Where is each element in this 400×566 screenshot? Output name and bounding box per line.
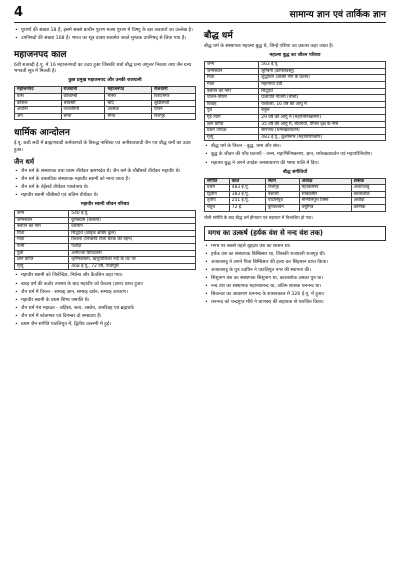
buddha-table: [204, 61, 386, 141]
table-row: [15, 244, 196, 251]
table-header-cell: काल: [229, 178, 265, 185]
table-cell: 468 ई.पू., 72 वर्ष, पावापुरी: [69, 263, 196, 270]
council-table: [204, 178, 386, 212]
table-cell: अवन्ति: [15, 107, 62, 114]
table-row: [15, 211, 196, 218]
table-cell: जृम्भिकग्राम, ऋजुपालिका नदी के तट पर: [69, 257, 196, 264]
table-row: [205, 88, 386, 95]
table-cell: गृह त्याग: [205, 114, 259, 121]
magadh-bullet: • हर्यक वंश का संस्थापक बिम्बिसार था, जिसकी राजधानी राजगृह थी।: [204, 252, 386, 258]
table-cell: पुत्री: [15, 250, 69, 257]
jain-fact-bullet: • प्रथम जैन संगीति पाटलिपुत्र में, द्वितीय वल्लभी में हुई।: [14, 322, 196, 328]
table-cell: प्रथम उपदेश: [205, 128, 259, 135]
table-cell: लुम्बिनी (कपिलवस्तु): [259, 68, 386, 75]
table-cell: पालन-पोषण: [205, 95, 259, 102]
jain-fact-bullet: • महावीर स्वामी को जितेन्द्रिय, निर्ग्रन्थ और कैवलिन कहा गया।: [14, 273, 196, 279]
religion-heading: धार्मिक आन्दोलन: [14, 128, 70, 139]
table-cell: कुण्डलवन: [265, 205, 299, 212]
table-cell: जन्म: [15, 211, 69, 218]
buddha-paragraph: बौद्ध धर्म के संस्थापक महात्मा बुद्ध थे, जिन्हें एशिया का प्रकाश कहा जाता है।: [204, 44, 334, 49]
table-row: [205, 114, 386, 121]
table-cell: कौशाम्बी: [61, 94, 105, 101]
table-cell: राजगृह: [152, 113, 196, 120]
table-cell: 540 ई.पू.: [69, 211, 196, 218]
table-cell: राहुल: [259, 108, 386, 115]
table-cell: पाटलिपुत्र: [265, 198, 299, 205]
jain-fact-bullet: • जैन धर्म में त्रिरत्न - सम्यक् ज्ञान, सम्यक् दर्शन, सम्यक् आचरण।: [14, 290, 196, 296]
table-cell: मृत्यु: [15, 263, 69, 270]
left-column: [14, 28, 196, 330]
intro-bullet: • उपनिषदों की संख्या 108 है। भारत का सूत्र वाक्य सत्यमेव जयते मुण्डक उपनिषद् से लिया गया है।: [14, 36, 196, 42]
magadh-bullet: • मगध पर सबसे पहले बृहद्रथ वंश का शासन था।: [204, 244, 386, 250]
table-header-cell: महाजनपद: [105, 87, 152, 94]
mahajanapada-heading: महाजनपद काल: [14, 50, 67, 61]
table-row: [205, 128, 386, 135]
buddha-fact-bullet: • महात्मा बुद्ध ने अपने उपदेश जनसाधारण की भाषा पालि में दिए।: [204, 161, 386, 167]
table-header-cell: स्थान: [265, 178, 299, 185]
table-cell: उज्जयिनी: [61, 107, 105, 114]
table-cell: 483 ई.पू.: [229, 185, 265, 192]
table-header-cell: संगीति: [205, 178, 230, 185]
running-title: सामान्य ज्ञान एवं तार्किक ज्ञान: [289, 10, 386, 20]
table-row: [15, 230, 196, 237]
table-cell: 483 ई.पू., कुशीनगर (महापरिनिर्वाण): [259, 134, 386, 141]
table-cell: वसुमित्र: [299, 205, 351, 212]
table-cell: पत्नी: [15, 244, 69, 251]
table-row: [15, 100, 196, 107]
mahavir-table: [14, 210, 196, 270]
jain-bullet: • जैन धर्म के वास्तविक संस्थापक महावीर स्वामी को माना जाता है।: [14, 177, 196, 183]
table-cell: सिद्धार्थ (ज्ञातृक क्षत्रिय कुल): [69, 230, 196, 237]
table-cell: मृत्यु: [205, 134, 259, 141]
table-cell: अश्मक: [105, 107, 152, 114]
table-cell: अजातशत्रु: [351, 185, 385, 192]
table-cell: कनिष्क: [351, 205, 385, 212]
jain-fact-bullet: • जैन धर्म पंच महाव्रत - अहिंसा, सत्य, अस्तेय, अपरिग्रह एवं ब्रह्मचर्य।: [14, 306, 196, 312]
religion-paragraph: ई.पू. छठी सदी में ब्राह्मणवादी कर्मकाण्डों के विरुद्ध नास्तिक एवं अनीश्वरवादी जैन एवं बौद्ध धर्मों का उदय हुआ।: [14, 141, 191, 153]
table-cell: कुण्डग्राम (वैशाली): [69, 217, 196, 224]
jain-heading: जैन धर्म: [14, 157, 35, 166]
table-cell: श्रावस्ती: [61, 100, 105, 107]
table-cell: मत्स्य: [105, 94, 152, 101]
table-cell: राजगृह: [265, 185, 299, 192]
table-header-cell: महाजनपद: [15, 87, 62, 94]
table-row: [205, 121, 386, 128]
table-cell: शुक्तिमती: [152, 100, 196, 107]
table-cell: पिता: [15, 230, 69, 237]
table-cell: त्रिशला (लिच्छवि राजा चेटक की बहन): [69, 237, 196, 244]
table-cell: माता: [15, 237, 69, 244]
mahajanapada-paragraph: 6वीं शताब्दी ई.पू. में 16 महाजनपदों का उदय हुआ जिसकी चर्चा बौद्ध ग्रन्थ अंगुत्तर निकाय तथा जैन ग्रन्थ भगवती सूत्र में मिलती है।: [14, 63, 191, 75]
table-row: [205, 205, 386, 212]
table-cell: चतुर्थ: [205, 205, 230, 212]
table-cell: प्रजापति गौतमी (मौसी): [259, 95, 386, 102]
magadh-heading: मगध का उत्कर्ष (हर्यक वंश से नन्द वंश तक): [204, 226, 386, 241]
table-cell: महाकस्सप: [299, 185, 351, 192]
mahavir-table-caption: महावीर स्वामी जीवन परिचय: [80, 202, 130, 207]
table-row: [15, 237, 196, 244]
table-row: [15, 263, 196, 270]
intro-bullet: • पुराणों की संख्या 18 है, इसमें सबसे प्राचीन पुराण मत्स्य पुराण में विष्णु के दस अवतारों का उल्लेख है।: [14, 28, 196, 34]
table-row: [205, 81, 386, 88]
table-row: [205, 185, 386, 192]
table-cell: वत्स: [15, 94, 62, 101]
table-cell: मगध: [105, 113, 152, 120]
table-cell: ज्ञान प्राप्ति: [15, 257, 69, 264]
jain-bullet: • जैन धर्म के तेईसवें तीर्थंकर पार्श्वनाथ थे।: [14, 185, 196, 191]
table-cell: विवाह: [205, 101, 259, 108]
table-cell: जन्मस्थान: [205, 68, 259, 75]
magadh-bullet: • सिकन्दर का आक्रमण धननन्द के शासनकाल में 326 ई.पू. में हुआ।: [204, 292, 386, 298]
table-cell: प्रथम: [205, 185, 230, 192]
table-cell: सारनाथ (धर्मचक्रप्रवर्तन): [259, 128, 386, 135]
table-cell: तृतीय: [205, 198, 230, 205]
table-cell: 563 ई.पू.: [259, 62, 386, 69]
table-cell: पुत्र: [205, 108, 259, 115]
table-row: [205, 101, 386, 108]
table-cell: पोतन: [152, 107, 196, 114]
table-row: [205, 108, 386, 115]
table-cell: सिद्धार्थ: [259, 88, 386, 95]
table-row: [15, 113, 196, 120]
table-row: [205, 75, 386, 82]
table-cell: चेदि: [105, 100, 152, 107]
page-number: 4: [14, 5, 24, 20]
magadh-bullet: • धननन्द को चन्द्रगुप्त मौर्य ने चाणक्य की सहायता से पराजित किया।: [204, 300, 386, 306]
table-cell: पिता: [205, 75, 259, 82]
table-cell: चम्पा: [61, 113, 105, 120]
table-cell: द्वितीय: [205, 191, 230, 198]
table-row: [205, 191, 386, 198]
table-header-cell: राजधानी: [152, 87, 196, 94]
table-cell: अशोक: [351, 198, 385, 205]
buddha-fact-bullet: • बुद्ध के जीवन की पाँच घटनाएँ - जन्म, महाभिनिष्क्रमण, ज्ञान, धर्मचक्रप्रवर्तन एवं महापरिनिर्वाण।: [204, 152, 386, 158]
table-row: [205, 134, 386, 141]
table-cell: अंग: [15, 113, 62, 120]
buddha-table-caption: महात्मा बुद्ध का जीवन परिचय: [269, 53, 321, 59]
table-header-cell: अध्यक्ष: [299, 178, 351, 185]
table-cell: यशोदा: [69, 244, 196, 251]
council-table-note: चौथी संगीति के बाद बौद्ध धर्म हीनयान एवं महायान में विभाजित हो गया।: [204, 214, 314, 220]
table-cell: मोग्गलिपुत्त तिस्स: [299, 198, 351, 205]
table-cell: बचपन का नाम: [15, 224, 69, 231]
page-header: [14, 6, 386, 23]
mahajanapada-table: [14, 86, 196, 120]
table-header-cell: राजधानी: [61, 87, 105, 94]
table-cell: 35 वर्ष की आयु में, बोधगया, पीपल वृक्ष के नीचे: [259, 121, 386, 128]
buddha-heading: बौद्ध धर्म: [204, 31, 233, 41]
table-cell: 72 ई.: [229, 205, 265, 212]
table-cell: वैशाली: [265, 191, 299, 198]
table-cell: वर्धमान: [69, 224, 196, 231]
magadh-bullet: • अजातशत्रु ने अपने पिता बिम्बिसार की हत्या कर सिंहासन प्राप्त किया।: [204, 260, 386, 266]
table-cell: जन्मस्थान: [15, 217, 69, 224]
table-cell: कोसल: [15, 100, 62, 107]
table-row: [15, 224, 196, 231]
table-row: [205, 68, 386, 75]
table-cell: महामाया देवी: [259, 81, 386, 88]
jain-bullet: • जैन धर्म के संस्थापक तथा प्रथम तीर्थंकर ऋषभदेव थे। जैन धर्म के चौबीसवें तीर्थंकर महावीर थे।: [14, 169, 196, 175]
table-row: [15, 250, 196, 257]
table-cell: जन्म: [205, 62, 259, 69]
right-column: [204, 28, 386, 309]
magadh-bullet: • शिशुनाग वंश का संस्थापक शिशुनाग था, कालाशोक उसका पुत्र था।: [204, 276, 386, 282]
magadh-bullet: • नन्द वंश का संस्थापक महापद्मनन्द था, अंतिम शासक धननन्द था।: [204, 284, 386, 290]
table-row: [205, 62, 386, 69]
jain-bullet: • महावीर स्वामी चौबीसवें एवं अंतिम तीर्थंकर थे।: [14, 193, 196, 199]
table-header-cell: शासक: [351, 178, 385, 185]
magadh-bullet: • अजातशत्रु के पुत्र उदयिन ने पाटलिपुत्र नगर की स्थापना की।: [204, 268, 386, 274]
table-cell: 383 ई.पू.: [229, 191, 265, 198]
table-cell: अनोज्जा प्रियदर्शना: [69, 250, 196, 257]
table-cell: माता: [205, 81, 259, 88]
table-cell: यशोधरा, 16 वर्ष की आयु में: [259, 101, 386, 108]
table-row: [205, 198, 386, 205]
table-cell: कालाशोक: [351, 191, 385, 198]
jain-fact-bullet: • बारह वर्ष की कठोर तपस्या के बाद महावीर को कैवल्य (ज्ञान) प्राप्त हुआ।: [14, 282, 196, 288]
table-row: [15, 94, 196, 101]
mahajanapada-table-caption: कुछ प्रमुख महाजनपद और उनकी राजधानी: [68, 78, 142, 84]
table-cell: विराटनगर: [152, 94, 196, 101]
table-cell: ज्ञान प्राप्ति: [205, 121, 259, 128]
jain-fact-bullet: • महावीर स्वामी के प्रथम शिष्य जमालि थे।: [14, 298, 196, 304]
buddha-fact-bullet: • बौद्ध धर्म के त्रिरत्न - बुद्ध, धम्म और संघ।: [204, 144, 386, 150]
table-cell: बचपन का नाम: [205, 88, 259, 95]
table-row: [205, 95, 386, 102]
table-cell: 251 ई.पू.: [229, 198, 265, 205]
table-row: [15, 217, 196, 224]
council-table-caption: बौद्ध संगीतियाँ: [282, 169, 308, 175]
table-cell: साबकमीर: [299, 191, 351, 198]
table-cell: 29 वर्ष की आयु में (महाभिनिष्क्रमण): [259, 114, 386, 121]
table-row: [15, 257, 196, 264]
jain-fact-bullet: • जैन धर्म में श्वेताम्बर एवं दिगम्बर दो सम्प्रदाय हैं।: [14, 314, 196, 320]
table-row: [15, 107, 196, 114]
table-cell: शुद्धोधन (शाक्य गण के प्रधान): [259, 75, 386, 82]
